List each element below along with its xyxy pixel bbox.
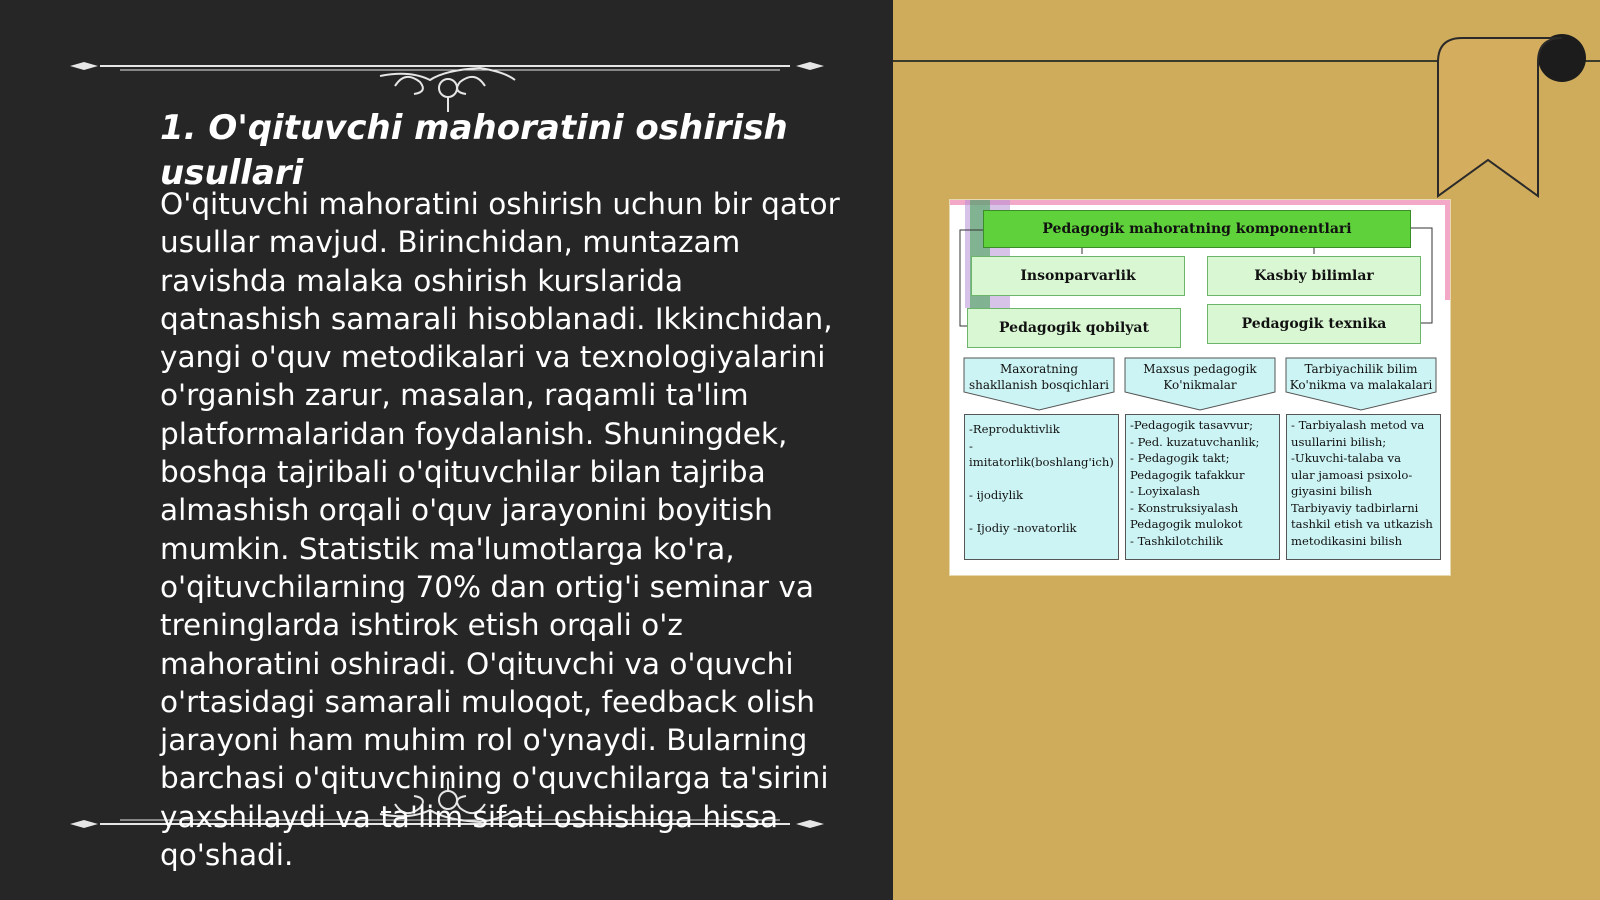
column-header: Tarbiyachilik bilim Ko'nikma va malakalari (1289, 362, 1433, 392)
component-box: Kasbiy bilimlar (1207, 256, 1421, 296)
top-ornament (70, 62, 824, 112)
slide-body-text: O'qituvchi mahoratini oshirish uchun bir qator usullar mavjud. Birinchidan, muntazam ravishda malaka oshirish kurslarida qatnashish samarali hisoblanadi. Ikkinchidan, yangi o'quv metodikalari va texnologiyalarini o'rganish zarur, masalan, raqamli ta'lim platformalaridan foydalanish. Shuningdek, boshqa tajribali o'qituvchilar bilan tajriba almashish orqali o'quv jarayonini boyitish mumkin. Statistik ma'lumotlarga ko'ra, o'qituvchilarning 70% dan ortig'i seminar va treninglarda ishtirok etish orqali o'z mahoratini oshiradi. O'qituvchi va o'quvchi o'rtasidagi samarali muloqot, feedback olish jarayoni ham muhim rol o'ynaydi. Bularning barchasi o'qituvchining o'quvchilarga ta'sirini yaxshilaydi va ta'lim sifati oshishiga hissa qo'shadi. (160, 187, 840, 873)
column-header: Maxsus pedagogik Ko'nikmalar (1143, 362, 1257, 392)
column-list: -Reproduktivlik -imitatorlik(boshlang'ich) - ijodiylik - Ijodiy -novatorlik (964, 414, 1119, 560)
components-diagram (950, 200, 1450, 575)
component-box: Insonparvarlik (971, 256, 1185, 296)
component-box: Pedagogik qobilyat (967, 308, 1181, 348)
slide-title: 1. O'qituvchi mahoratini oshirish usullari (160, 108, 788, 193)
column-list: - Tarbiyalash metod va usullarini bilish; -Ukuvchi-talaba va ular jamoasi psixolo- giyasini bilish Tarbiyaviy tadbirlarni tashkil etish va utkazish metodikasini bilish (1286, 414, 1441, 560)
bookmark-ribbon (1438, 34, 1586, 196)
column-list: -Pedagogik tasavvur; - Ped. kuzatuvchanlik; - Pedagogik takt; Pedagogik tafakkur - Loyixalash - Konstruksiyalash Pedagogik mulokot - Tashkilotchilik (1125, 414, 1280, 560)
column-header: Maxoratning shakllanish bosqichlari (968, 362, 1109, 392)
diagram-top-box: Pedagogik mahoratning komponentlari (983, 210, 1411, 248)
component-box: Pedagogik texnika (1207, 304, 1421, 344)
